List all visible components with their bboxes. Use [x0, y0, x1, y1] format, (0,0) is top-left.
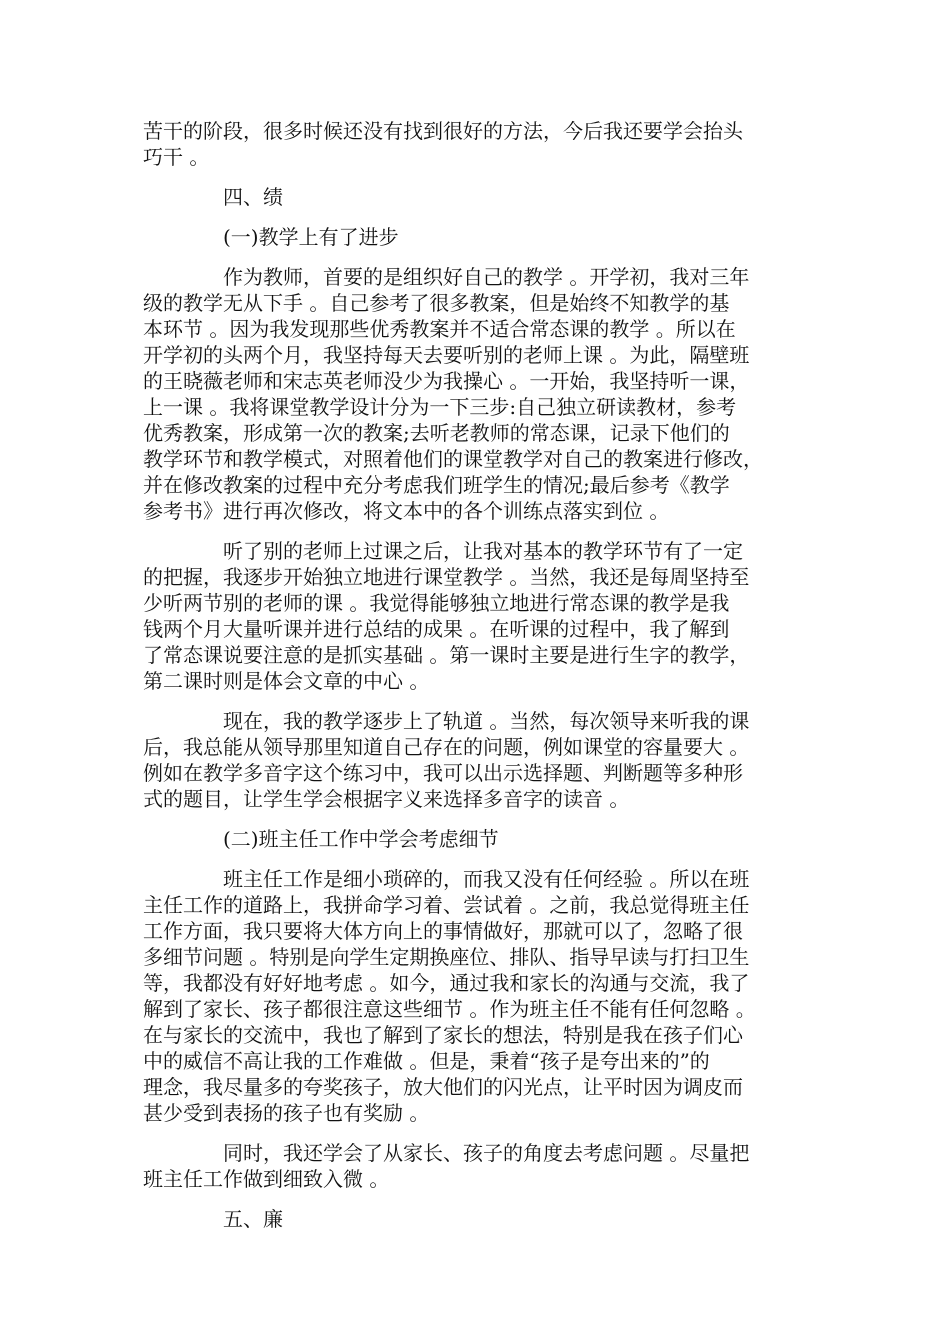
text-line: 巧干 。 [143, 145, 210, 169]
paragraph [143, 866, 811, 1126]
text-line: 级的教学无从下手 。自己参考了很多教案，但是始终不知教学的基 [143, 291, 730, 315]
paragraph [143, 264, 811, 524]
text-line: 同时，我还学会了从家长、孩子的角度去考虑问题 。尽量把 [223, 1141, 750, 1165]
text-line: 作为教师，首要的是组织好自己的教学 。开学初，我对三年 [223, 265, 750, 289]
text-line: 本环节 。因为我发现那些优秀教案并不适合常态课的教学 。所以在 [143, 317, 736, 341]
document-page [143, 118, 811, 1246]
text-line: 优秀教案，形成第一次的教案;去听老教师的常态课，记录下他们的 [143, 421, 730, 445]
text-line: 上一课 。我将课堂教学设计分为一下三步:自己独立研读教材，参考 [143, 395, 737, 419]
text-line: 苦干的阶段，很多时候还没有找到很好的方法，今后我还要学会抬头 [143, 119, 743, 143]
text-line: 现在，我的教学逐步上了轨道 。当然，每次领导来听我的课 [223, 709, 750, 733]
text-line: 式的题目，让学生学会根据字义来选择多音字的读音 。 [143, 787, 630, 811]
text-line: 班主任工作做到细致入微 。 [143, 1167, 390, 1191]
text-line: 少听两节别的老师的课 。我觉得能够独立地进行常态课的教学是我 [143, 591, 730, 615]
text-line: 钱两个月大量听课并进行总结的成果 。在听课的过程中，我了解到 [143, 617, 730, 641]
subsection-2-heading: (二)班主任工作中学会考虑细节 [223, 827, 499, 851]
text-line: 的王晓薇老师和宋志英老师没少为我操心 。一开始，我坚持听一课， [143, 369, 750, 393]
text-line: 解到了家长、孩子都很注意这些细节 。作为班主任不能有任何忽略 。 [143, 997, 756, 1021]
text-line: 多细节问题 。特别是向学生定期换座位、排队、指导早读与打扫卫生 [143, 945, 750, 969]
text-line: 在与家长的交流中，我也了解到了家长的想法，特别是我在孩子们心 [143, 1023, 743, 1047]
subsection-1-heading: (一)教学上有了进步 [223, 225, 399, 249]
text-line: 后，我总能从领导那里知道自己存在的问题，例如课堂的容量要大 。 [143, 735, 750, 759]
section-5-heading: 五、廉 [223, 1207, 283, 1231]
text-line: 听了别的老师上过课之后，让我对基本的教学环节有了一定 [223, 539, 743, 563]
text-line: 理念，我尽量多的夸奖孩子，放大他们的闪光点，让平时因为调皮而 [143, 1075, 743, 1099]
text-line: 开学初的头两个月，我坚持每天去要听别的老师上课 。为此，隔壁班 [143, 343, 750, 367]
paragraph [143, 538, 811, 694]
text-line: 等，我都没有好好地考虑 。如今，通过我和家长的沟通与交流，我了 [143, 971, 750, 995]
paragraph [143, 1140, 811, 1192]
text-line: 班主任工作是细小琐碎的，而我又没有任何经验 。所以在班 [223, 867, 750, 891]
text-line: 主任工作的道路上，我拼命学习着、尝试着 。之前，我总觉得班主任 [143, 893, 750, 917]
continuation-paragraph [143, 118, 811, 170]
text-line: 教学环节和教学模式，对照着他们的课堂教学对自己的教案进行修改， [143, 447, 763, 471]
text-line: 并在修改教案的过程中充分考虑我们班学生的情况;最后参考《教学 [143, 473, 730, 497]
paragraph [143, 708, 811, 812]
text-line: 工作方面，我只要将大体方向上的事情做好，那就可以了，忽略了很 [143, 919, 743, 943]
text-line: 例如在教学多音字这个练习中，我可以出示选择题、判断题等多种形 [143, 761, 743, 785]
text-line: 甚少受到表扬的孩子也有奖励 。 [143, 1101, 430, 1125]
text-line: 了常态课说要注意的是抓实基础 。第一课时主要是进行生字的教学， [143, 643, 750, 667]
text-line: 中的威信不高让我的工作难做 。但是，秉着“孩子是夸出来的”的 [143, 1049, 710, 1073]
text-line: 的把握，我逐步开始独立地进行课堂教学 。当然，我还是每周坚持至 [143, 565, 750, 589]
text-line: 参考书》进行再次修改，将文本中的各个训练点落实到位 。 [143, 499, 670, 523]
section-4-heading: 四、绩 [223, 185, 283, 209]
text-line: 第二课时则是体会文章的中心 。 [143, 669, 430, 693]
